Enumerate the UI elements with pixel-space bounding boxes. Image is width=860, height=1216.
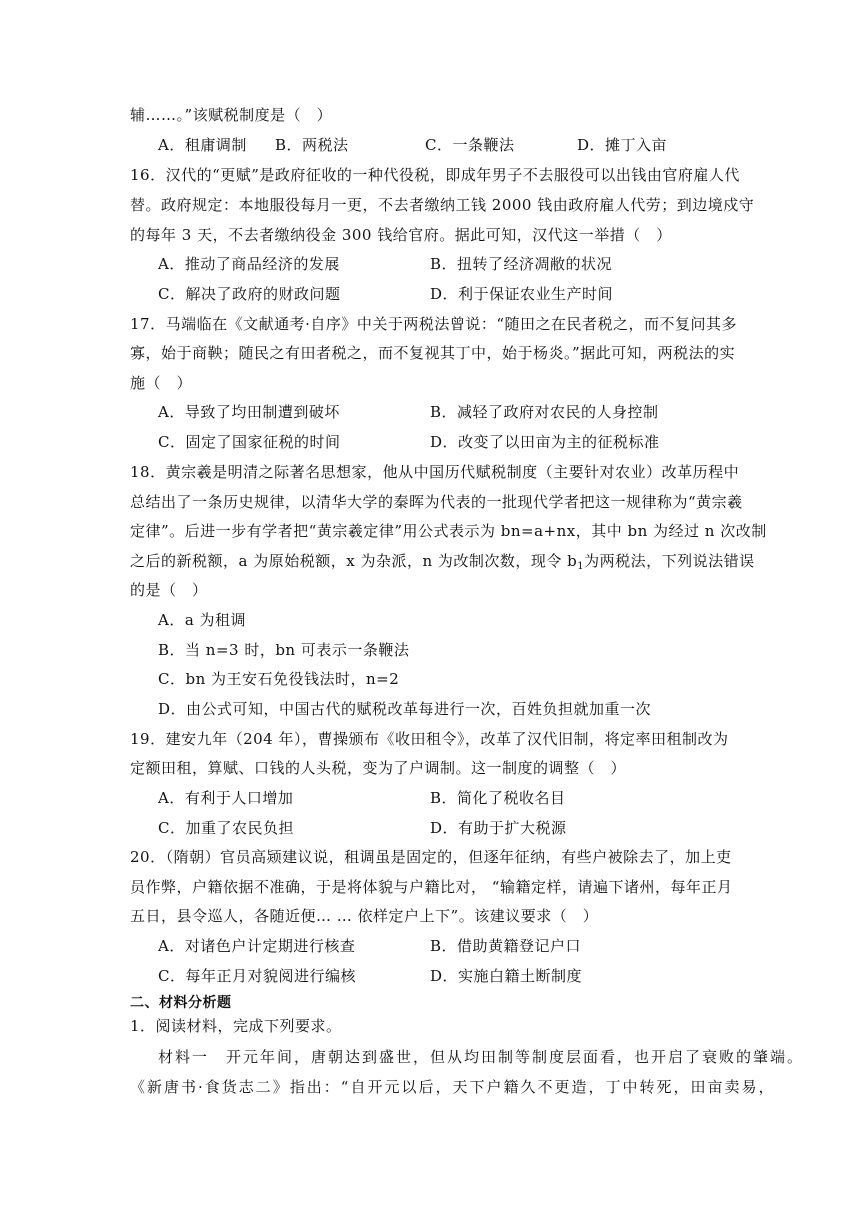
q18-option-a: A．a 为租调 (158, 611, 247, 629)
q15-options (158, 135, 758, 155)
q17-options-row-2 (158, 432, 758, 452)
material-line-1: 材料一 开元年间，唐朝达到盛世，但从均田制等制度层面看，也开启了衰败的肇端。 (158, 1048, 805, 1066)
q20-option-b: B．借助黄籍登记户口 (430, 937, 582, 955)
q20-options-row-2 (158, 966, 758, 986)
q17-option-d: D．改变了以田亩为主的征税标准 (430, 433, 660, 451)
q17-stem-line-1: 17．马端临在《文献通考·自序》中关于两税法曾说：“随田之在民者税之，而不复问其多 (130, 315, 738, 333)
q18-line4-post: 为两税法，下列说法错误 (584, 552, 755, 570)
q17-stem-line-2: 寡，始于商鞅；随民之有田者税之，而不复视其丁中，始于杨炎。”据此可知，两税法的实 (130, 344, 736, 362)
q18-option-b: B．当 n=3 时，bn 可表示一条鞭法 (158, 641, 410, 659)
q20-option-d: D．实施白籍土断制度 (430, 967, 583, 985)
q17-options-row-1 (158, 402, 758, 422)
q18-stem-line-2: 总结出了一条历史规律，以清华大学的秦晖为代表的一批现代学者把这一规律称为“黄宗羲 (130, 493, 743, 511)
q18-stem-line-4 (130, 551, 755, 577)
q19-option-c: C．加重了农民负担 (158, 819, 294, 837)
q17-stem-line-3: 施（ ） (130, 374, 193, 392)
q19-option-a: A．有利于人口增加 (158, 789, 294, 807)
section-2-title: 二、材料分析题 (130, 995, 232, 1011)
q18-option-d: D．由公式可知，中国古代的赋税改革每进行一次，百姓负担就加重一次 (158, 700, 652, 718)
q16-stem-line-3: 的每年 3 天，不去者缴纳役金 300 钱给官府。据此可知，汉代这一举措（ ） (130, 226, 672, 244)
q17-option-c: C．固定了国家征税的时间 (158, 433, 341, 451)
q18-stem-line-5: 的是（ ） (130, 581, 208, 599)
q19-stem-line-1: 19．建安九年（204 年），曹操颁布《收田租令》，改革了汉代旧制，将定率田租制改为 (130, 730, 729, 748)
q19-options-row-2 (158, 818, 758, 838)
material-line-2: 《新唐书·食货志二》指出：“自开元以后，天下户籍久不更造，丁中转死，田亩卖易， (130, 1078, 776, 1096)
q16-options-row-2 (158, 284, 758, 304)
q16-option-a: A．推动了商品经济的发展 (158, 255, 340, 273)
q15-stem-tail: 辅……。”该赋税制度是（ ） (130, 106, 333, 124)
section-2-question-1: 1．阅读材料，完成下列要求。 (130, 1017, 342, 1035)
q18-stem-line-1: 18．黄宗羲是明清之际著名思想家，他从中国历代赋税制度（主要针对农业）改革历程中 (130, 463, 740, 481)
q15-option-c: C．一条鞭法 (425, 136, 515, 154)
q17-option-b: B．减轻了政府对农民的人身控制 (430, 403, 659, 421)
q19-stem-line-2: 定额田租，算赋、口钱的人头税，变为了户调制。这一制度的调整（ ） (130, 759, 627, 777)
q16-stem-line-1: 16．汉代的“更赋”是政府征收的一种代役税，即成年男子不去服役可以出钱由官府雇人代 (130, 166, 740, 184)
q20-option-a: A．对诸色户计定期进行核查 (158, 937, 356, 955)
q15-option-b: B．两税法 (275, 136, 349, 154)
q15-option-a: A．租庸调制 (158, 136, 247, 154)
q20-stem-line-1: 20．（隋朝）官员高颎建议说，租调虽是固定的，但逐年征纳，有些户被除去了，加上吏 (130, 848, 732, 866)
q20-stem-line-2: 员作弊，户籍依据不准确，于是将体貌与户籍比对， “输籍定样，请遍下诸州，每年正月 (130, 878, 733, 896)
q20-stem-line-3: 五日，县令巡人，各随近便… … 依样定户上下”。该建议要求（ ） (130, 907, 599, 925)
q18-line4-pre: 之后的新税额，a 为原始税额，x 为杂派，n 为改制次数，现令 b (130, 552, 578, 570)
q20-option-c: C．每年正月对貌阅进行编核 (158, 967, 356, 985)
q18-stem-line-3: 定律”。后进一步有学者把“黄宗羲定律”用公式表示为 bn=a+nx，其中 bn 为经过 n 次改制 (130, 522, 767, 540)
q19-option-d: D．有助于扩大税源 (430, 819, 567, 837)
q16-option-d: D．利于保证农业生产时间 (430, 285, 614, 303)
q16-stem-line-2: 替。政府规定：本地服役每月一更，不去者缴纳工钱 2000 钱由政府雇人代劳；到边境戍守 (130, 196, 755, 214)
q15-option-d: D．摊丁入亩 (577, 136, 668, 154)
q19-option-b: B．简化了税收名目 (430, 789, 566, 807)
q16-option-c: C．解决了政府的财政问题 (158, 285, 341, 303)
q18-option-c: C．bn 为王安石免役钱法时，n=2 (158, 670, 400, 688)
q20-options-row-1 (158, 936, 758, 956)
q16-options-row-1 (158, 254, 758, 274)
q19-options-row-1 (158, 788, 758, 808)
q18-line4-subscript: 1 (577, 561, 585, 572)
q17-option-a: A．导致了均田制遭到破坏 (158, 403, 340, 421)
q16-option-b: B．扭转了经济凋敝的状况 (430, 255, 613, 273)
